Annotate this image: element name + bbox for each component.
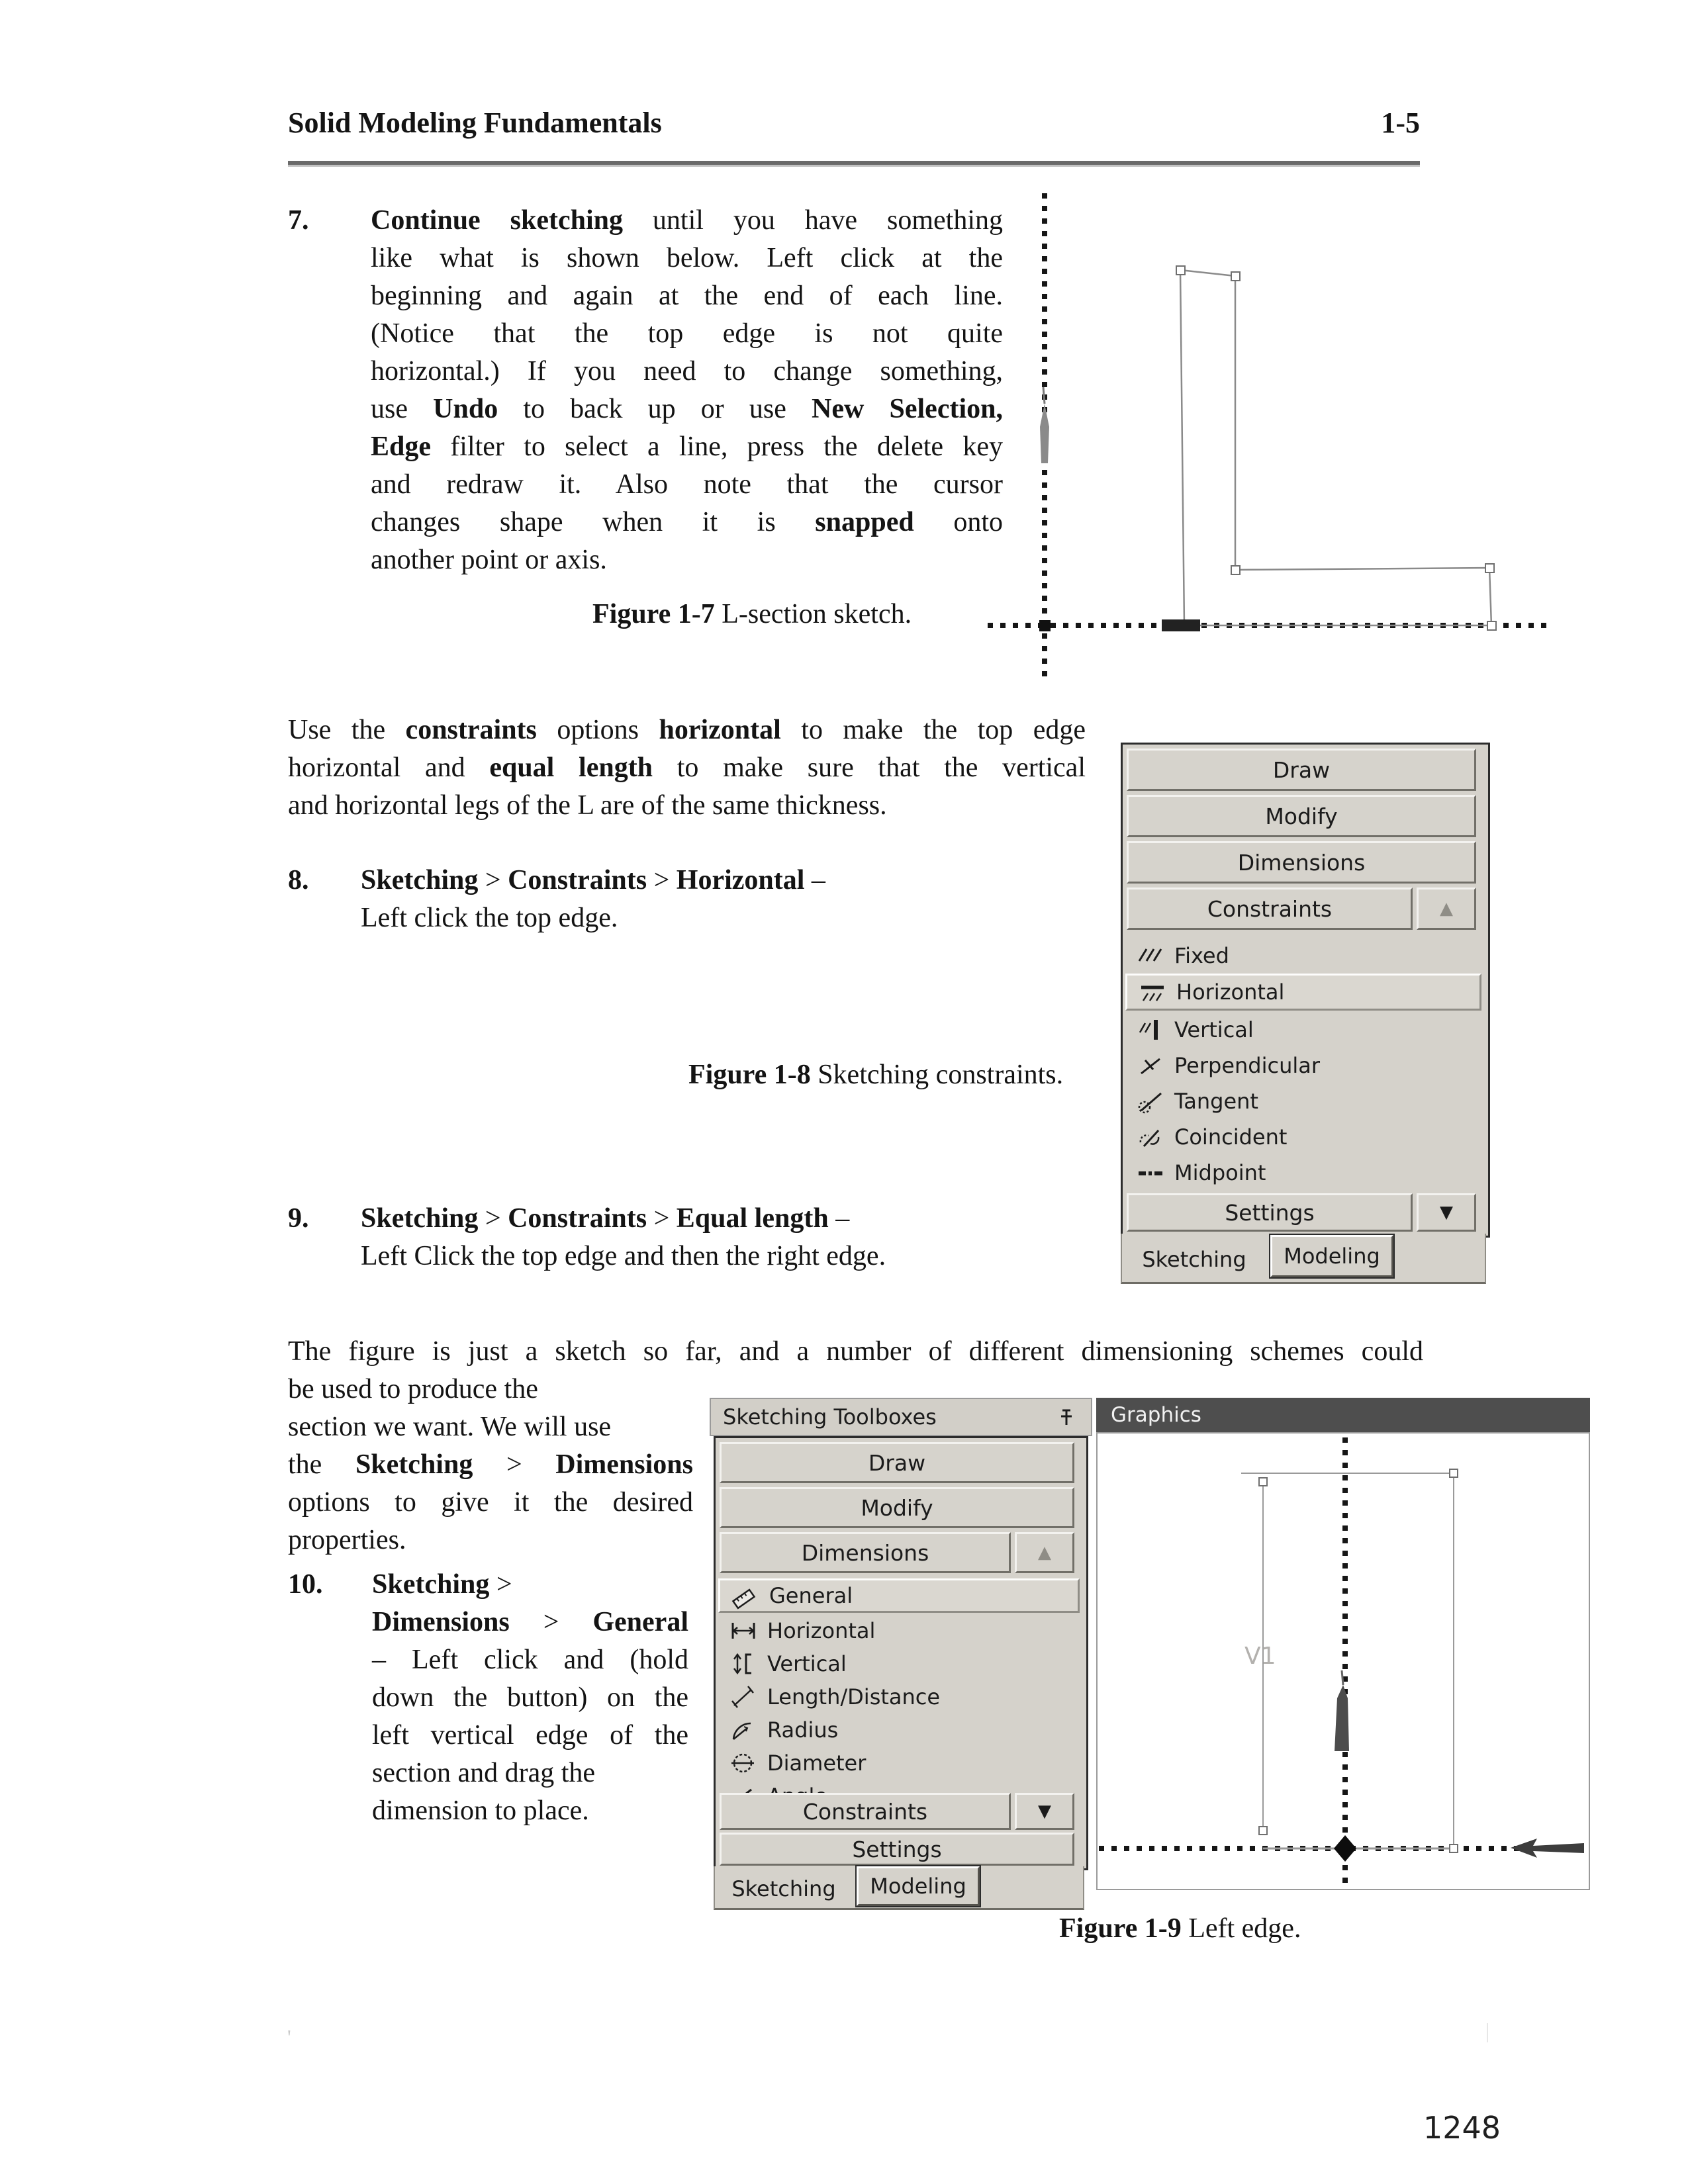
item8-paragraph bbox=[361, 862, 1089, 937]
origin-point-marker bbox=[1334, 1835, 1356, 1862]
scroll-up-button[interactable] bbox=[1015, 1532, 1074, 1573]
scroll-up-icon: ▲ bbox=[1038, 1543, 1051, 1563]
text-line: beginning and again at the end of each line. bbox=[371, 281, 1003, 311]
sketching-toolboxes-title: Sketching Toolboxes bbox=[723, 1404, 937, 1430]
constraint-item-label: Coincident bbox=[1174, 1124, 1288, 1150]
item10-paragraph bbox=[372, 1566, 688, 1830]
dimension-item-label: Diameter bbox=[767, 1751, 867, 1776]
figure-1-7-l-section-sketch bbox=[986, 185, 1549, 688]
constraint-item-label: Vertical bbox=[1174, 1017, 1254, 1042]
running-header-page-label: 1-5 bbox=[1381, 107, 1420, 139]
constraint-item-label: Perpendicular bbox=[1174, 1053, 1321, 1078]
text-line: Use the constraints options horizontal to make the top edge bbox=[288, 715, 1086, 745]
dimensions-toolbox-button[interactable]: Dimensions bbox=[1127, 841, 1476, 884]
scroll-up-icon: ▲ bbox=[1440, 899, 1453, 919]
constraints-toolbox-button[interactable]: Constraints bbox=[1127, 887, 1413, 930]
horizontal-constraint-icon bbox=[1138, 979, 1167, 1005]
draw-toolbox-button[interactable]: Draw bbox=[720, 1442, 1074, 1483]
graphics-window-title: Graphics bbox=[1111, 1403, 1201, 1427]
text-line: Continue sketching until you have something bbox=[371, 205, 1003, 236]
radius-icon bbox=[729, 1717, 758, 1743]
dimension-item-label: Radius bbox=[767, 1717, 839, 1743]
graphics-window-titlebar bbox=[1096, 1398, 1590, 1432]
left-edge-sketch bbox=[1098, 1433, 1589, 1889]
figure-1-7-caption: Figure 1-7 L-section sketch. bbox=[592, 599, 912, 629]
text-line: left vertical edge of the bbox=[372, 1720, 688, 1751]
tab-sketching[interactable]: Sketching bbox=[731, 1876, 836, 1901]
text-line: options to give it the desired bbox=[288, 1487, 693, 1518]
text-line: Left click the top edge. bbox=[361, 903, 618, 933]
settings-toolbox-button[interactable]: Settings bbox=[1127, 1193, 1413, 1232]
text-line: another point or axis. bbox=[371, 545, 607, 575]
text-line: Sketching > bbox=[372, 1569, 512, 1600]
dimension-item-length-distance[interactable] bbox=[718, 1680, 1076, 1713]
text-line: Sketching > Constraints > Equal length – bbox=[361, 1203, 850, 1234]
graphics-viewport[interactable] bbox=[1096, 1432, 1590, 1890]
pencil-cursor-icon bbox=[1335, 1670, 1349, 1751]
list-number-8: 8. bbox=[288, 865, 309, 895]
text-line: and horizontal legs of the L are of the same thickness. bbox=[288, 790, 887, 821]
figure-1-9-caption: Figure 1-9 Left edge. bbox=[1059, 1913, 1301, 1944]
tab-sketching[interactable]: Sketching bbox=[1142, 1247, 1246, 1272]
scroll-down-button[interactable] bbox=[1417, 1193, 1476, 1232]
list-number-7: 7. bbox=[288, 205, 309, 236]
snap-indicator-mark bbox=[1162, 619, 1200, 631]
constraints-paragraph bbox=[288, 711, 1086, 825]
text-line: Left Click the top edge and then the right edge. bbox=[361, 1241, 886, 1271]
constraint-item-label: Tangent bbox=[1174, 1089, 1258, 1114]
toolbox-tabstrip-fig8 bbox=[1121, 1234, 1486, 1284]
text-line: horizontal.) If you need to change something, bbox=[371, 356, 1003, 387]
length-distance-icon bbox=[729, 1684, 758, 1710]
dimension-item-angle-clipped[interactable] bbox=[718, 1780, 1076, 1790]
list-number-10: 10. bbox=[288, 1569, 323, 1600]
dimension-item-horizontal[interactable] bbox=[718, 1614, 1076, 1647]
dimension-label-v1: V1 bbox=[1244, 1643, 1276, 1670]
sketching-toolbox-panel-fig8 bbox=[1121, 743, 1490, 1238]
scroll-up-button[interactable] bbox=[1417, 887, 1476, 930]
scan-artifact-mark: ' bbox=[287, 2025, 291, 2049]
item7-paragraph bbox=[371, 202, 1003, 579]
text-line: horizontal and equal length to make sure that the vertical bbox=[288, 752, 1086, 783]
pencil-cursor-icon bbox=[1040, 387, 1049, 463]
dimensions-toolbox-button[interactable]: Dimensions bbox=[720, 1532, 1011, 1573]
scroll-down-icon: ▼ bbox=[1038, 1801, 1051, 1821]
text-line: dimension to place. bbox=[372, 1796, 589, 1826]
constraint-item-midpoint[interactable] bbox=[1125, 1155, 1456, 1191]
constraint-item-horizontal[interactable] bbox=[1125, 974, 1481, 1011]
dimension-item-label: Length/Distance bbox=[767, 1684, 941, 1709]
modify-toolbox-button[interactable]: Modify bbox=[1127, 795, 1476, 837]
vertex-handles bbox=[1259, 1469, 1458, 1852]
list-number-9: 9. bbox=[288, 1203, 309, 1234]
l-section-outline bbox=[1180, 270, 1491, 625]
constraints-toolbox-button[interactable]: Constraints bbox=[720, 1793, 1011, 1830]
text-line: properties. bbox=[288, 1525, 406, 1555]
text-line: Edge filter to select a line, press the delete key bbox=[371, 432, 1003, 462]
schemes-paragraph-intro bbox=[288, 1333, 1423, 1371]
text-line: The figure is just a sketch so far, and a number of different dimensioning schemes could bbox=[288, 1336, 1423, 1367]
vertex-handles bbox=[1176, 266, 1496, 630]
text-line: (Notice that the top edge is not quite bbox=[371, 318, 1003, 349]
constraint-item-label: Midpoint bbox=[1174, 1160, 1266, 1185]
sketching-toolbox-panel-fig9 bbox=[714, 1436, 1088, 1870]
diameter-icon bbox=[729, 1750, 758, 1776]
text-line: use Undo to back up or use New Selection, bbox=[371, 394, 1003, 424]
tab-modeling[interactable]: Modeling bbox=[857, 1866, 980, 1906]
dimension-item-diameter[interactable] bbox=[718, 1747, 1076, 1780]
arrow-cursor-icon bbox=[1511, 1839, 1584, 1858]
constraint-item-coincident[interactable] bbox=[1125, 1119, 1456, 1155]
text-line: – Left click and (hold bbox=[372, 1645, 688, 1675]
settings-toolbox-button[interactable]: Settings bbox=[720, 1833, 1074, 1866]
text-line: section and drag the bbox=[372, 1758, 596, 1788]
constraint-item-label: Horizontal bbox=[1176, 979, 1285, 1005]
vertical-constraint-icon bbox=[1136, 1017, 1165, 1043]
schemes-paragraph-continued bbox=[288, 1371, 693, 1559]
scroll-down-icon: ▼ bbox=[1440, 1203, 1453, 1222]
dimension-item-radius[interactable] bbox=[718, 1713, 1076, 1747]
tab-modeling[interactable]: Modeling bbox=[1270, 1235, 1393, 1277]
text-line: down the button) on the bbox=[372, 1682, 688, 1713]
item9-paragraph bbox=[361, 1200, 1109, 1275]
text-line: Sketching > Constraints > Horizontal – bbox=[361, 865, 825, 895]
draw-toolbox-button[interactable]: Draw bbox=[1127, 749, 1476, 791]
scroll-down-button[interactable] bbox=[1015, 1793, 1074, 1830]
text-line: section we want. We will use bbox=[288, 1412, 612, 1442]
toolbox-tabstrip-fig9 bbox=[714, 1866, 1084, 1910]
text-line: be used to produce the bbox=[288, 1374, 538, 1404]
vertical-dimension-icon bbox=[729, 1651, 758, 1677]
constraint-item-vertical[interactable] bbox=[1125, 1012, 1456, 1048]
constraint-item-tangent[interactable] bbox=[1125, 1083, 1456, 1119]
text-line: like what is shown below. Left click at the bbox=[371, 243, 1003, 273]
pin-icon[interactable] bbox=[1056, 1407, 1076, 1428]
tangent-icon bbox=[1136, 1088, 1165, 1115]
scan-artifact-mark: | bbox=[1485, 2019, 1490, 2042]
running-header-title: Solid Modeling Fundamentals bbox=[288, 107, 662, 139]
text-line: the Sketching > Dimensions bbox=[288, 1449, 693, 1480]
header-rule bbox=[288, 161, 1420, 167]
fixed-icon bbox=[1136, 942, 1165, 969]
dimension-item-label: General bbox=[769, 1583, 853, 1608]
coincident-icon bbox=[1136, 1124, 1165, 1150]
text-line: changes shape when it is snapped onto bbox=[371, 507, 1003, 537]
dimension-item-label: Vertical bbox=[767, 1651, 847, 1676]
horizontal-dimension-icon bbox=[729, 1617, 758, 1644]
sketching-toolboxes-titlebar bbox=[710, 1398, 1092, 1436]
dimension-item-vertical[interactable] bbox=[718, 1647, 1076, 1680]
text-line: Dimensions > General bbox=[372, 1607, 688, 1637]
dimension-item-label: Horizontal bbox=[767, 1618, 876, 1643]
modify-toolbox-button[interactable]: Modify bbox=[720, 1487, 1074, 1528]
dimension-item-general[interactable] bbox=[718, 1578, 1080, 1613]
page-number: 1248 bbox=[1423, 2110, 1501, 2146]
origin-point-marker bbox=[1039, 620, 1051, 631]
figure-1-8-caption: Figure 1-8 Sketching constraints. bbox=[688, 1060, 1064, 1090]
text-line: and redraw it. Also note that the cursor bbox=[371, 469, 1003, 500]
constraint-item-label: Fixed bbox=[1174, 943, 1229, 968]
midpoint-icon bbox=[1136, 1160, 1165, 1186]
constraint-item-perpendicular[interactable] bbox=[1125, 1048, 1456, 1083]
constraint-item-fixed[interactable] bbox=[1125, 938, 1456, 974]
general-dimension-icon bbox=[731, 1582, 760, 1609]
perpendicular-icon bbox=[1136, 1052, 1165, 1079]
